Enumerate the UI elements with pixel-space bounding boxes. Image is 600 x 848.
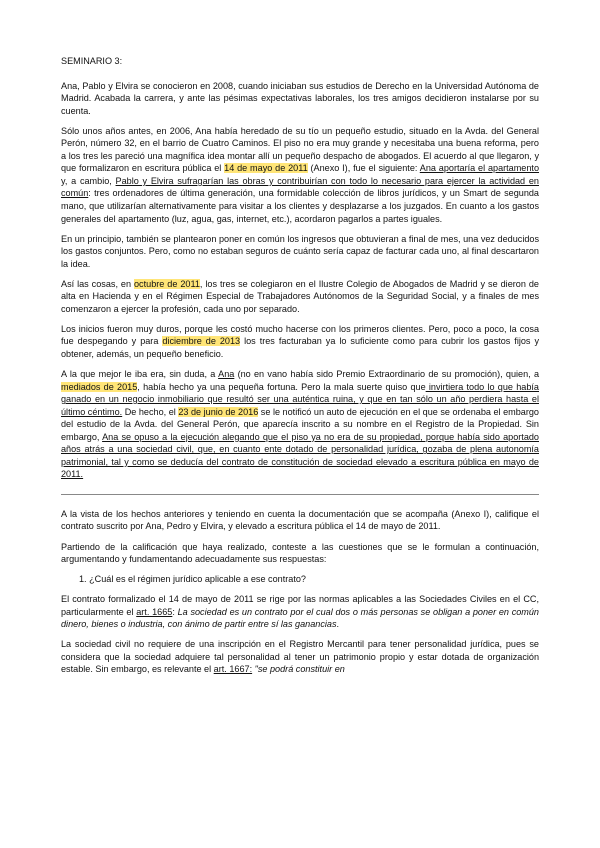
underlined-name: Ana bbox=[218, 368, 235, 379]
article-quote: La sociedad es un contrato por el cual dos o más personas se obligan a poner en común dinero, bienes o industria, con ánimo de partir entre sí las ganancias bbox=[61, 606, 539, 630]
underlined-text: Ana aportaría el apartamento bbox=[419, 163, 540, 174]
paragraph-3: En un principio, también se plantearon poner en común los ingresos que obtuvieran a final de mes, una vez deducidos los gastos conjuntos. Pero, como no estaban seguros de cuánto sería capaz de facturar cada uno, al final descartaron la idea. bbox=[61, 233, 539, 269]
paragraph-6: A la que mejor le iba era, sin duda, a Ana (no en vano había sido Premio Extraordinario de su promoción), quien, a mediados de 2015, había hecho ya una pequeña fortuna. Pero la mala suerte quiso que invirtiera todo lo que había ganado en un negocio inmobiliario que resultó ser una auténtica ruina, y que en tan sólo un año perdiera hasta el último céntimo. De hecho, el 23 de junio de 2016 se le notificó un auto de ejecución en el que se ordenaba el embargo del estudio de la Avda. del General Perón, que aparecía inscrito a su nombre en el Registro de la Propiedad. Sin embargo, Ana se opuso a la ejecución alegando que el piso ya no era de su propiedad, porque había sido aportado años atrás a una sociedad civil, que, en cuanto ente dotado de personalidad jurídica, gozaba de plena autonomía patrimonial, tal y como se deducía del contrato de constitución de sociedad elevado a escritura pública en mayo de 2011. bbox=[61, 368, 540, 480]
underlined-text: Pablo y Elvira sufragarían las obras y contribuirían con todo lo necesario para ejercer la actividad en común bbox=[61, 175, 539, 199]
section-divider bbox=[61, 494, 539, 495]
paragraph-5: Los inicios fueron muy duros, porque les costó mucho hacerse con los primeros clientes. Pero, poco a poco, la cosa fue despegando y para diciembre de 2013 los tres facturaban ya lo suficiente como para cubrir los gastos fijos y obtener, además, un pequeño beneficio. bbox=[61, 323, 540, 359]
highlight-date: mediados de 2015 bbox=[61, 381, 138, 392]
article-reference: art. 1667: bbox=[213, 664, 253, 675]
highlight-date: diciembre de 2013 bbox=[162, 336, 241, 347]
question-1: 1. ¿Cuál es el régimen jurídico aplicable a ese contrato? bbox=[79, 574, 306, 585]
article-reference: art. 1665 bbox=[136, 606, 173, 617]
underlined-text: Ana se opuso a la ejecución alegando que el piso ya no era de su propiedad, porque había sido aportado años atrás a una sociedad civil, que, en cuanto ente dotado de personalidad jurídica, gozaba de plena autonomía patrimonial, tal y como se deducía del contrato de constitución de sociedad elevado a escritura pública en mayo de 2011. bbox=[61, 431, 539, 480]
highlight-date: 23 de junio de 2016 bbox=[178, 406, 259, 417]
highlight-date: 14 de mayo de 2011 bbox=[224, 163, 308, 174]
paragraph-4: Así las cosas, en octubre de 2011, los tres se colegiaron en el Ilustre Colegio de Abogados de Madrid y se dieron de alta en Hacienda y en el Régimen Especial de Trabajadores Autónomos de la Seguridad Social, y a finales de mes comenzaron a ejercer la profesión, cada uno por separado. bbox=[61, 278, 539, 314]
paragraph-2: Sólo unos años antes, en 2006, Ana había heredado de su tío un pequeño estudio, situado en la Avda. del General Perón, número 32, en el barrio de Cuatro Caminos. El piso no era muy grande y necesitaba una buena reforma, pero a los tres les pareció una magnífica idea montar allí un pequeño despacho de abogados. El acuerdo al que llegaron, y que formalizaron en escritura pública el 14 de mayo de 2011 (Anexo I), fue el siguiente: Ana aportaría el apartamento y, a cambio, Pablo y Elvira sufragarían las obras y contribuirían con todo lo necesario para ejercer la actividad en común: tres ordenadores de última generación, una formidable colección de libros jurídicos, y un Smart de segunda mano, que utilizarían alternativamente para visitar a los clientes y desplazarse a los juzgados. En cuanto a los gastos generales del apartamento (luz, agua, gas, internet, etc.), acordaron pagarlos a partes iguales. bbox=[61, 125, 540, 224]
underlined-text: invirtiera todo lo que había ganado en un negocio inmobiliario que resultó ser una auténtica ruina, y que en tan sólo un año perdiera hasta el último céntimo. bbox=[61, 381, 539, 417]
seminar-title: SEMINARIO 3: bbox=[61, 56, 123, 66]
paragraph-1: Ana, Pablo y Elvira se conocieron en 2008, cuando iniciaban sus estudios de Derecho en la Universidad Autónoma de Madrid. Acabada la carrera, y ante las pésimas expectativas laborales, los tres amigos decidieron instalarse por su cuenta. bbox=[61, 80, 539, 116]
paragraph-8: Partiendo de la calificación que haya realizado, conteste a las cuestiones que se le formulan a continuación, argumentando y fundamentando adecuadamente sus respuestas: bbox=[61, 541, 539, 565]
paragraph-9: El contrato formalizado el 14 de mayo de 2011 se rige por las normas aplicables a las Sociedades Civiles en el CC, particularmente el art. 1665: La sociedad es un contrato por el cual dos o más personas se obligan a poner en común dinero, bienes o industria, con ánimo de partir entre sí las ganancias. bbox=[61, 594, 539, 630]
paragraph-7: A la vista de los hechos anteriores y teniendo en cuenta la documentación que se acompaña (Anexo I), califique el contrato suscrito por Ana, Pedro y Elvira, y elevado a escritura pública el 14 de mayo de 2011. bbox=[61, 508, 539, 532]
article-quote: "se podrá constituir en bbox=[254, 664, 345, 675]
highlight-date: octubre de 2011 bbox=[134, 278, 200, 289]
paragraph-10: La sociedad civil no requiere de una inscripción en el Registro Mercantil para tener personalidad jurídica, pues se considera que la sociedad adquiere tal personalidad al tener un patrimonio propio y estar dotada de organización estable. Sin embargo, es relevante el art. 1667: "se podrá constituir en bbox=[61, 639, 539, 675]
